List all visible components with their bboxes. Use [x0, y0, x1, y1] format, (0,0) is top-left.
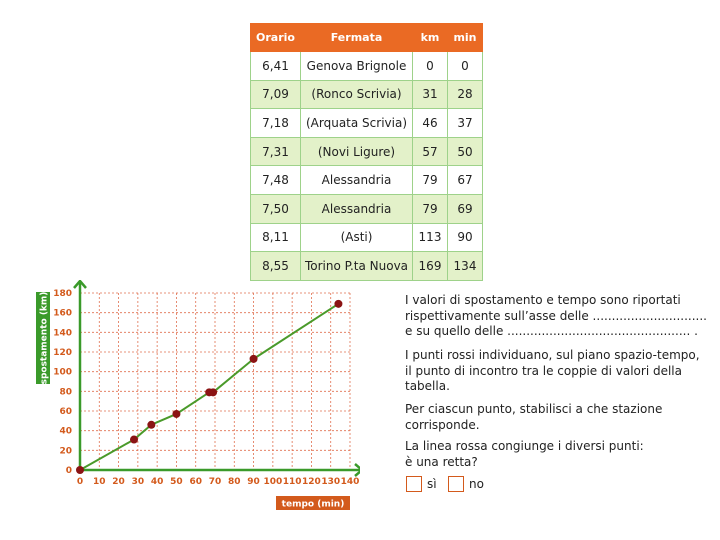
- header-min: min: [448, 24, 483, 52]
- table-cell: 8,11: [251, 223, 301, 252]
- table-cell: 7,31: [251, 137, 301, 166]
- x-tick-label: 80: [228, 477, 241, 487]
- timetable: [250, 23, 483, 281]
- data-point: [334, 300, 342, 308]
- option-no[interactable]: [448, 476, 484, 492]
- x-tick-label: 60: [189, 477, 202, 487]
- data-point: [209, 388, 217, 396]
- text-line: I punti rossi individuano, sul piano spazio-tempo,: [405, 348, 700, 362]
- table-cell: (Novi Ligure): [301, 137, 413, 166]
- y-tick-label: 120: [53, 348, 72, 358]
- header-km: km: [413, 24, 448, 52]
- question-axes: [405, 293, 707, 340]
- table-cell: 37: [448, 109, 483, 138]
- table-cell: 169: [413, 252, 448, 281]
- table-cell: Genova Brignole: [301, 52, 413, 81]
- table-row: [251, 52, 483, 81]
- y-tick-label: 180: [53, 289, 72, 299]
- text-line: tabella.: [405, 379, 450, 393]
- y-tick-label: 20: [59, 446, 72, 457]
- table-cell: 6,41: [251, 52, 301, 81]
- y-tick-label: 100: [53, 367, 72, 378]
- x-axis-label: tempo (min): [281, 499, 345, 510]
- text-line: il punto di incontro tra le coppie di valori della: [405, 363, 682, 378]
- header-orario: Orario: [251, 24, 301, 52]
- x-tick-label: 120: [302, 477, 321, 487]
- text-line: rispettivamente sull’asse delle ..............................: [405, 308, 707, 323]
- data-point: [172, 410, 180, 418]
- table-header-row: [251, 24, 483, 52]
- x-tick-label: 40: [150, 477, 164, 487]
- x-tick-label: 50: [170, 477, 183, 487]
- checkbox-no[interactable]: [448, 476, 464, 492]
- table-cell: Torino P.ta Nuova: [301, 252, 413, 281]
- question-station: [405, 402, 662, 433]
- checkbox-si[interactable]: [406, 476, 422, 492]
- table-row: [251, 223, 483, 252]
- y-axis-label: spostamento (km): [39, 291, 50, 385]
- x-tick-label: 140: [340, 477, 360, 487]
- table-cell: 134: [448, 252, 483, 281]
- option-no-label: no: [469, 477, 484, 491]
- table-cell: (Asti): [301, 223, 413, 252]
- data-point: [130, 436, 138, 444]
- table-cell: 7,18: [251, 109, 301, 138]
- question-line: [405, 439, 644, 470]
- table-cell: 79: [413, 166, 448, 195]
- table-cell: 0: [448, 52, 483, 81]
- table-row: [251, 166, 483, 195]
- y-tick-label: 80: [59, 387, 72, 398]
- x-tick-label: 100: [263, 477, 283, 487]
- x-tick-label: 20: [112, 477, 125, 487]
- table-row: [251, 109, 483, 138]
- y-tick-label: 60: [59, 407, 72, 417]
- x-tick-label: 10: [93, 477, 106, 487]
- y-tick-label: 140: [53, 328, 72, 339]
- text-line: Per ciascun punto, stabilisci a che stazione: [405, 402, 663, 416]
- table-row: [251, 137, 483, 166]
- header-fermata: Fermata: [301, 24, 413, 52]
- x-tick-label: 110: [282, 477, 302, 487]
- table-cell: 31: [413, 80, 448, 109]
- table-cell: 79: [413, 194, 448, 223]
- table-cell: 7,09: [251, 80, 301, 109]
- table-row: [251, 194, 483, 223]
- table-cell: 7,48: [251, 166, 301, 195]
- table-cell: 67: [448, 166, 483, 195]
- question-points: [405, 348, 700, 395]
- table-cell: Alessandria: [301, 194, 413, 223]
- y-tick-label: 0: [65, 466, 72, 476]
- table-cell: Alessandria: [301, 166, 413, 195]
- table-cell: 113: [413, 223, 448, 252]
- table-cell: 7,50: [251, 194, 301, 223]
- data-point: [147, 421, 155, 429]
- text-line: è una retta?: [405, 454, 478, 469]
- table-cell: 69: [448, 194, 483, 223]
- table-row: [251, 80, 483, 109]
- table-cell: 90: [448, 223, 483, 252]
- table-cell: 8,55: [251, 252, 301, 281]
- data-point: [76, 466, 84, 474]
- x-tick-label: 130: [321, 477, 341, 487]
- table-cell: (Ronco Scrivia): [301, 80, 413, 109]
- text-line: corrisponde.: [405, 417, 480, 432]
- option-si-label: sì: [427, 477, 437, 491]
- y-tick-label: 160: [53, 308, 72, 319]
- text-line: La linea rossa congiunge i diversi punti:: [405, 439, 644, 453]
- text-line: e su quello delle ................................................ .: [405, 324, 698, 338]
- table-cell: 50: [448, 137, 483, 166]
- table-cell: (Arquata Scrivia): [301, 109, 413, 138]
- x-tick-label: 0: [76, 477, 84, 487]
- data-point: [250, 355, 258, 363]
- x-tick-label: 30: [131, 477, 145, 487]
- table-row: [251, 252, 483, 281]
- table-cell: 57: [413, 137, 448, 166]
- table-cell: 0: [413, 52, 448, 81]
- x-tick-label: 70: [208, 477, 222, 487]
- y-tick-label: 40: [59, 426, 72, 437]
- text-line: I valori di spostamento e tempo sono riportati: [405, 293, 681, 307]
- table-cell: 28: [448, 80, 483, 109]
- option-si[interactable]: [406, 476, 437, 492]
- x-tick-label: 90: [247, 477, 260, 487]
- table-cell: 46: [413, 109, 448, 138]
- distance-time-chart: [30, 280, 360, 515]
